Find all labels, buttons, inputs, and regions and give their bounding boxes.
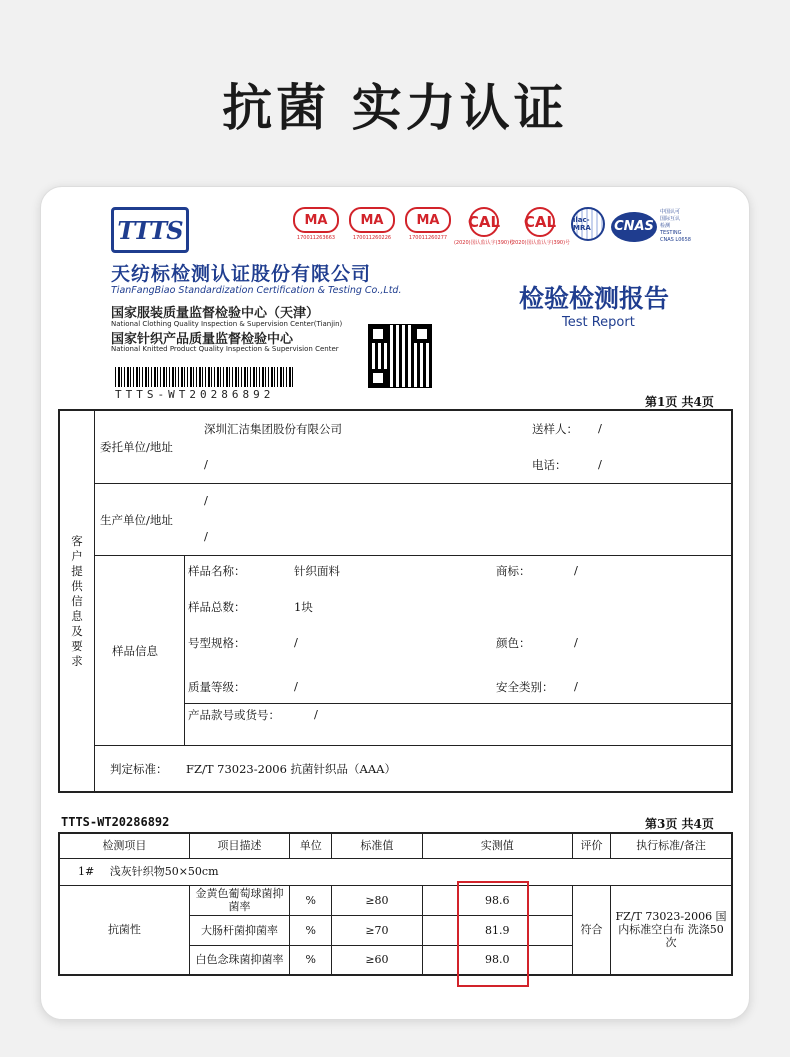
center1-name-en: National Clothing Quality Inspection & Supervision Center(Tianjin) [111,320,343,328]
sample-info-label: 样品信息 [112,644,158,658]
header-desc: 项目描述 [189,833,289,858]
table-row [59,885,732,915]
center1-name-cn: 国家服装质量监督检验中心（天津） [111,306,320,321]
phone-label: 电话： [532,458,567,472]
test-report-card [40,186,750,1020]
row-desc: 大肠杆菌抑菌率 [189,915,289,945]
header-unit: 单位 [290,833,332,858]
safety-value: / [574,679,578,693]
row-desc: 金黄色葡萄球菌抑菌率 [189,885,289,915]
header-measured: 实测值 [422,833,572,858]
header-remark: 执行标准/备注 [611,833,732,858]
row-measured: 98.0 [422,945,572,975]
brand-label: 商标： [496,564,531,578]
cma-mark-3: MA 170011260277 [403,207,453,246]
standard-value: FZ/T 73023-2006 抗菌针织品（AAA） [186,762,396,776]
company-name-en: TianFangBiao Standardization Certification & Testing Co.,Ltd. [111,285,402,296]
sample-row: 1# 浅灰针织物50×50cm [59,858,732,885]
row-measured: 81.9 [422,915,572,945]
row-standard: ≥60 [332,945,422,975]
sender-label: 送样人： [532,422,578,436]
center2-name-cn: 国家针织产品质量监督检验中心 [111,332,294,347]
row-unit: % [290,915,332,945]
grade-label: 质量等级： [188,680,246,694]
row-standard: ≥70 [332,915,422,945]
evaluation-cell: 符合 [573,885,611,975]
cma-mark-2: MA 170011260226 [347,207,397,246]
row-desc: 白色念珠菌抑菌率 [189,945,289,975]
header-evaluation: 评价 [573,833,611,858]
color-value: / [574,635,578,649]
measured-values-highlight [457,881,529,987]
cal-mark-2: CAL (2020)国认监认字(390)号 [515,207,565,246]
header-standard: 标准值 [332,833,422,858]
barcode-icon [115,367,295,387]
cnas-mark: CNAS 中国认可 国际互认 检测 TESTING CNAS L0658 [611,207,691,246]
cma-mark-1: MA 170011263663 [291,207,341,246]
cnas-icon: CNAS [611,212,657,242]
row-unit: % [290,945,332,975]
grade-value: / [294,679,298,693]
client-name: 深圳汇洁集团股份有限公司 [204,422,342,436]
cal-mark-1: CAL (2020)国认监认字(390)号 [459,207,509,246]
remark-cell: FZ/T 73023-2006 国内标准空白布 洗涤50次 [611,885,732,975]
standard-label: 判定标准： [110,762,168,776]
ilac-mra-icon: ilac-MRA [571,207,605,241]
category-cell: 抗菌性 [59,885,189,975]
sample-name-label: 样品名称： [188,564,246,578]
brand-value: / [574,563,578,577]
count-value: 1块 [294,600,313,614]
producer-name: / [204,493,208,507]
model-value: / [294,635,298,649]
certification-marks [291,207,691,246]
item-no-label: 产品款号或货号： [188,708,280,722]
color-label: 颜色： [496,636,531,650]
ttts-logo: TTTS [111,207,189,253]
page-number-1: 第1页 共4页 [645,395,714,409]
row-measured: 98.6 [422,885,572,915]
company-name-cn: 天纺标检测认证股份有限公司 [111,263,372,285]
producer-label: 生产单位/地址 [100,513,173,527]
side-label: 客 户 提 供 信 息 及 要 求 [71,533,83,668]
phone-value: / [598,457,602,471]
page-headline: 抗菌 实力认证 [222,79,568,137]
safety-label: 安全类别： [496,680,554,694]
producer-address: / [204,529,208,543]
sender-value: / [598,421,602,435]
page-number-3: 第3页 共4页 [645,817,714,831]
document-number: TTTS-WT20286892 [61,815,170,829]
row-unit: % [290,885,332,915]
item-no-value: / [314,707,318,721]
report-title-cn: 检验检测报告 [519,284,670,313]
test-results-table [58,832,733,976]
row-standard: ≥80 [332,885,422,915]
client-info-table [58,409,733,793]
client-address: / [204,457,208,471]
report-title-en: Test Report [562,315,635,330]
center2-name-en: National Knitted Product Quality Inspection & Supervision Center [111,345,339,353]
client-label: 委托单位/地址 [100,440,173,454]
header-item: 检测项目 [59,833,189,858]
sample-name: 针织面料 [294,564,340,578]
qr-code-icon [369,325,431,387]
model-label: 号型规格： [188,636,246,650]
barcode-number: TTTS-WT20286892 [115,388,275,401]
count-label: 样品总数： [188,600,246,614]
